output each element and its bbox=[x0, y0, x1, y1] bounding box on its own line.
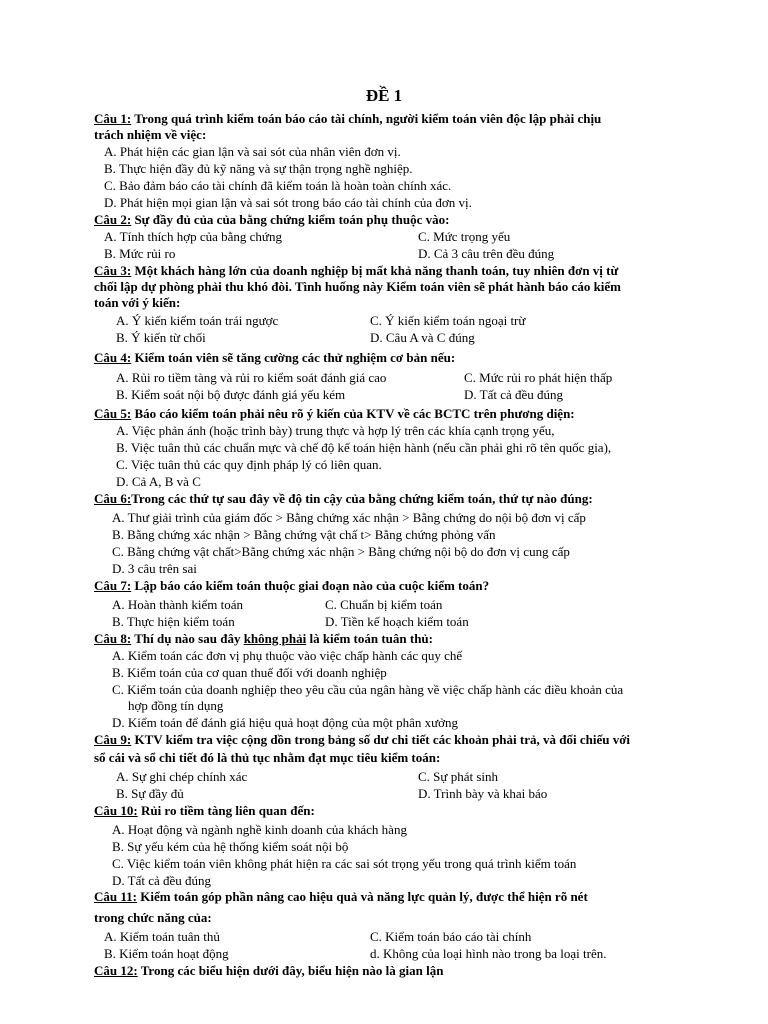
question-text: Sự đầy đủ của của bằng chứng kiểm toán phụ thuộc vào: bbox=[131, 212, 450, 227]
question-text: Kiểm toán viên sẽ tăng cường các thử nghiệm cơ bản nếu: bbox=[131, 350, 456, 365]
question-3 bbox=[94, 263, 618, 278]
question-label: Câu 9: bbox=[94, 732, 132, 747]
answer-option: C. Ý kiến kiểm toán ngoại trừ bbox=[370, 313, 526, 328]
question-1-cont: trách nhiệm về việc: bbox=[94, 127, 207, 142]
question-text: Trong các biểu hiện dưới đây, biểu hiện nào là gian lận bbox=[137, 963, 444, 978]
answer-option: A. Kiểm toán tuân thủ bbox=[104, 929, 220, 944]
answer-option: A. Phát hiện các gian lận và sai sót của nhân viên đơn vị. bbox=[104, 144, 401, 159]
answer-option: D. Cả A, B và C bbox=[116, 474, 201, 489]
answer-option: C. Sự phát sinh bbox=[418, 769, 498, 784]
answer-option: C. Bảo đảm báo cáo tài chính đã kiểm toán là hoàn toàn chính xác. bbox=[104, 178, 452, 193]
answer-option: C. Kiểm toán của doanh nghiệp theo yêu cầu của ngân hàng về việc chấp hành các điều khoản của bbox=[112, 682, 624, 697]
question-label: Câu 11: bbox=[94, 889, 137, 904]
question-9 bbox=[94, 732, 630, 747]
answer-option: D. Tất cả đều đúng bbox=[464, 387, 564, 402]
question-text: Lập báo cáo kiểm toán thuộc giai đoạn nào của cuộc kiểm toán? bbox=[131, 578, 490, 593]
answer-option: D. Phát hiện mọi gian lận và sai sót trong báo cáo tài chính của đơn vị. bbox=[104, 195, 472, 210]
question-label: Câu 5: bbox=[94, 406, 132, 421]
answer-option: A. Sự ghi chép chính xác bbox=[116, 769, 248, 784]
answer-option: B. Kiểm soát nội bộ được đánh giá yếu kém bbox=[116, 387, 346, 402]
question-text: KTV kiểm tra việc cộng dồn trong bảng số dư chi tiết các khoản phải trả, và đối chiếu với bbox=[131, 732, 631, 747]
answer-option: D. Câu A và C đúng bbox=[370, 330, 475, 345]
question-label: Câu 10: bbox=[94, 803, 138, 818]
question-label: Câu 3: bbox=[94, 263, 132, 278]
question-10 bbox=[94, 803, 315, 818]
answer-option: A. Việc phản ánh (hoặc trình bày) trung thực và hợp lý trên các khía cạnh trọng yếu, bbox=[116, 423, 555, 438]
answer-option: B. Kiểm toán hoạt động bbox=[104, 946, 229, 961]
question-12 bbox=[94, 963, 443, 978]
answer-option: B. Thực hiện kiểm toán bbox=[112, 614, 235, 629]
answer-option: D. Tiền kế hoạch kiểm toán bbox=[325, 614, 469, 629]
question-text: Trong các thứ tự sau đây về độ tin cậy của bằng chứng kiểm toán, thứ tự nào đúng: bbox=[131, 491, 593, 506]
answer-option: B. Bằng chứng xác nhận > Bằng chứng vật chấ t> Bằng chứng phỏng vấn bbox=[112, 527, 496, 542]
question-label: Câu 1: bbox=[94, 111, 132, 126]
question-text: Rủi ro tiềm tàng liên quan đến: bbox=[137, 803, 315, 818]
answer-option: C. Việc kiểm toán viên không phát hiện ra các sai sót trọng yếu trong quá trình kiểm toán bbox=[112, 856, 577, 871]
answer-option: A. Thư giải trình của giám đốc > Bằng chứng xác nhận > Bằng chứng do nội bộ đơn vị cấp bbox=[112, 510, 586, 525]
page-title: ĐỀ 1 bbox=[365, 86, 403, 105]
question-8 bbox=[94, 631, 433, 646]
answer-option: D. Cả 3 câu trên đều đúng bbox=[418, 246, 555, 261]
answer-option: C. Mức trọng yếu bbox=[418, 229, 511, 244]
answer-option: A. Kiểm toán các đơn vị phụ thuộc vào việc chấp hành các quy chế bbox=[112, 648, 463, 663]
question-text: là kiểm toán tuân thủ: bbox=[306, 631, 433, 646]
answer-option: A. Ý kiến kiểm toán trái ngược bbox=[116, 313, 279, 328]
answer-option: B. Thực hiện đầy đủ kỹ năng và sự thận trọng nghề nghiệp. bbox=[104, 161, 413, 176]
question-7 bbox=[94, 578, 489, 593]
answer-option: C. Bằng chứng vật chất>Bằng chứng xác nhận > Bằng chứng nội bộ do đơn vị cung cấp bbox=[112, 544, 570, 559]
question-3-cont: toán với ý kiến: bbox=[94, 295, 181, 310]
question-2 bbox=[94, 212, 450, 227]
answer-option: C. Kiểm toán báo cáo tài chính bbox=[370, 929, 532, 944]
question-emphasis: không phải bbox=[243, 631, 307, 646]
question-label: Câu 2: bbox=[94, 212, 132, 227]
answer-option: C. Việc tuân thủ các quy định pháp lý có liên quan. bbox=[116, 457, 382, 472]
answer-option: B. Mức rủi ro bbox=[104, 246, 176, 261]
question-label: Câu 4: bbox=[94, 350, 132, 365]
question-text: Một khách hàng lớn của doanh nghiệp bị mất khả năng thanh toán, tuy nhiên đơn vị từ bbox=[131, 263, 619, 278]
question-6 bbox=[94, 491, 593, 506]
answer-option: D. Tất cả đều đúng bbox=[112, 873, 212, 888]
answer-option: C. Chuẩn bị kiểm toán bbox=[325, 597, 443, 612]
question-1 bbox=[94, 111, 601, 126]
answer-option: D. Kiểm toán để đánh giá hiệu quả hoạt động của một phân xưởng bbox=[112, 715, 459, 730]
answer-option: A. Hoạt động và ngành nghề kinh doanh của khách hàng bbox=[112, 822, 407, 837]
question-text: Kiểm toán góp phần nâng cao hiệu quả và năng lực quản lý, được thể hiện rõ nét bbox=[136, 889, 588, 904]
question-3-cont: chối lập dự phòng phải thu khó đòi. Tình huống này Kiểm toán viên sẽ phát hành báo cáo kiểm bbox=[94, 279, 622, 294]
question-11-cont: trong chức năng của: bbox=[94, 910, 212, 925]
answer-option: B. Việc tuân thủ các chuẩn mực và chế độ kế toán hiện hành (nếu cần phải ghi rõ tên quốc gia), bbox=[116, 440, 612, 455]
answer-option: B. Sự yếu kém của hệ thống kiểm soát nội bộ bbox=[112, 839, 349, 854]
answer-option: A. Tính thích hợp của bằng chứng bbox=[104, 229, 282, 244]
question-text: Báo cáo kiểm toán phải nêu rõ ý kiến của KTV về các BCTC trên phương diện: bbox=[131, 406, 575, 421]
answer-option: D. Trình bày và khai báo bbox=[418, 786, 548, 801]
answer-option: B. Sự đầy đủ bbox=[116, 786, 184, 801]
question-label: Câu 7: bbox=[94, 578, 132, 593]
question-text: Thí dụ nào sau đây bbox=[131, 631, 244, 646]
question-5 bbox=[94, 406, 575, 421]
answer-option: A. Hoàn thành kiểm toán bbox=[112, 597, 244, 612]
answer-option: C. Mức rủi ro phát hiện thấp bbox=[464, 370, 613, 385]
question-4 bbox=[94, 350, 455, 365]
answer-option: A. Rủi ro tiềm tàng và rủi ro kiểm soát đánh giá cao bbox=[116, 370, 387, 385]
answer-option: B. Ý kiến từ chối bbox=[116, 330, 206, 345]
question-text: Trong quá trình kiểm toán báo cáo tài chính, người kiểm toán viên độc lập phải chịu bbox=[131, 111, 602, 126]
question-label: Câu 8: bbox=[94, 631, 132, 646]
answer-option: D. 3 câu trên sai bbox=[112, 561, 197, 576]
question-9-cont: sổ cái và sổ chi tiết đó là thủ tục nhằm đạt mục tiêu kiểm toán: bbox=[94, 750, 441, 765]
answer-option-cont: hợp đồng tín dụng bbox=[128, 698, 224, 713]
question-label: Câu 12: bbox=[94, 963, 138, 978]
answer-option: B. Kiểm toán của cơ quan thuế đối với doanh nghiệp bbox=[112, 665, 387, 680]
answer-option: d. Không của loại hình nào trong ba loại trên. bbox=[370, 946, 607, 961]
question-11 bbox=[94, 889, 588, 904]
question-label: Câu 6: bbox=[94, 491, 132, 506]
